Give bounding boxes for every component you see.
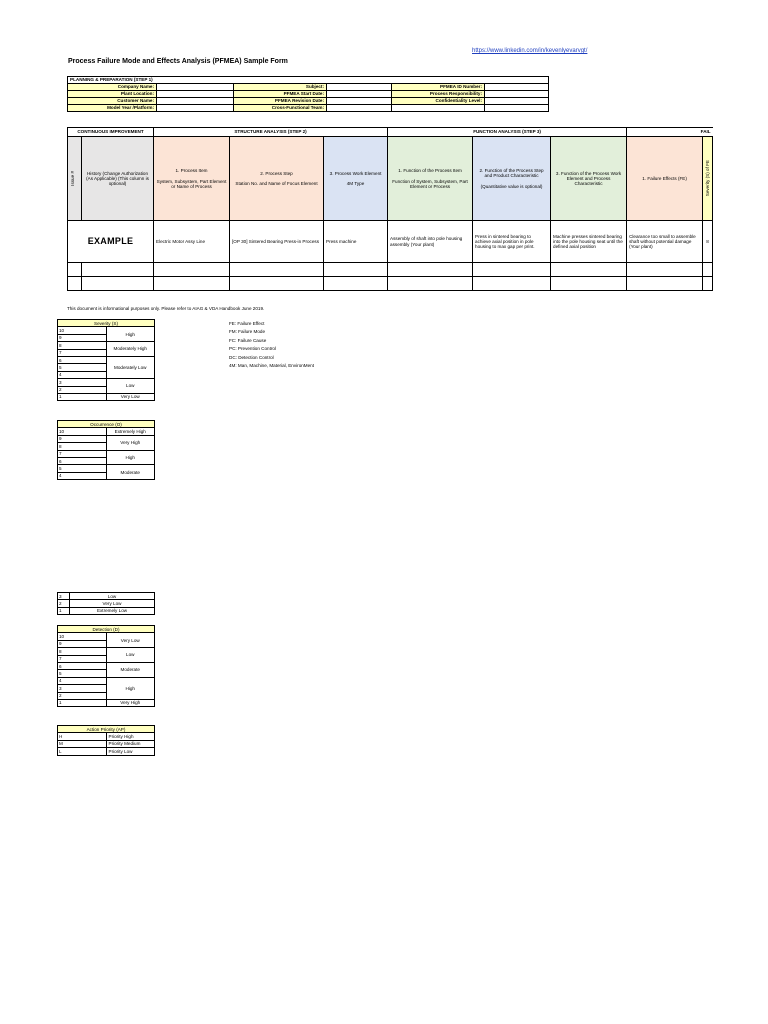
example-row xyxy=(68,221,713,263)
example-work-element[interactable]: Press machine xyxy=(324,221,388,263)
customer-label: Customer Name: xyxy=(68,98,157,105)
occurrence-table-continued: 3 Low 2 Very Low 1 Extremely Low xyxy=(57,592,155,615)
responsibility-label: Process Responsibility: xyxy=(392,91,485,98)
confidentiality-label: Confidentiality Level: xyxy=(392,98,485,105)
plant-field[interactable] xyxy=(157,91,234,98)
page-title: Process Failure Mode and Effects Analysis (PFMEA) Sample Form xyxy=(68,58,288,65)
revision-date-field[interactable] xyxy=(327,98,392,105)
legend-item: PC: Prevention Control xyxy=(229,346,276,352)
example-func-item[interactable]: Assembly of shaft into pole housing assembly (Your plant) xyxy=(388,221,473,263)
action-priority-table: Action Priority (AP) H Priority High M Priority Medium L Priority Low xyxy=(57,725,155,756)
severity-header: Severity (S) xyxy=(58,320,155,327)
disclaimer-note: This document is informational purposes only. Please refer to AIAG & VDA Handbook June 2019. xyxy=(67,306,265,311)
severity-col-header: Severity (S) of FE xyxy=(703,137,713,221)
issue-col-header: Issue # xyxy=(68,137,82,221)
revision-date-label: PFMEA Revision Date: xyxy=(234,98,327,105)
example-func-step[interactable]: Press in sintered bearing to achieve axial position in pole housing to max gap per print. xyxy=(473,221,551,263)
abbreviation-legend xyxy=(229,320,314,370)
example-severity[interactable]: 8 xyxy=(703,221,713,263)
func-step-col-header: 2. Function of the Process Step and Product Characteristic (Quantitative value is optional) xyxy=(473,137,551,221)
subject-label: Subject: xyxy=(234,84,327,91)
id-number-field[interactable] xyxy=(485,84,549,91)
legend-item: FM: Failure Mode xyxy=(229,329,265,335)
company-label: Company Name: xyxy=(68,84,157,91)
confidentiality-field[interactable] xyxy=(485,98,549,105)
example-process-item[interactable]: Electric Motor Assy Line xyxy=(154,221,230,263)
id-number-label: PFMEA ID Number: xyxy=(392,84,485,91)
start-date-label: PFMEA Start Date: xyxy=(234,91,327,98)
process-step-col-header: 2. Process Step Station No. and Name of Focus Element xyxy=(230,137,324,221)
detection-table: Detection (D) 10 Very Low 9 8 Low 7 6 Moderate 5 4 High 3 2 1 Very High xyxy=(57,625,155,707)
linkedin-link[interactable]: https://www.linkedin.com/in/kevenlyevarvgt/ xyxy=(472,48,588,54)
process-item-col-header: 1. Process Item System, Subsystem, Part Element or Name of Process xyxy=(154,137,230,221)
action-priority-header: Action Priority (AP) xyxy=(58,726,155,733)
pfmea-grid xyxy=(67,127,713,291)
subject-field[interactable] xyxy=(327,84,392,91)
structure-section-header: STRUCTURE ANALYSIS (STEP 2) xyxy=(154,128,388,137)
history-col-header: History (Change Authorization (As Applicable) (This column is optional) xyxy=(82,137,154,221)
customer-field[interactable] xyxy=(157,98,234,105)
legend-item: 4M: Man, Machine, Material, EnvironMent xyxy=(229,363,315,369)
severity-table: Severity (S) 10 High 9 8 Moderately High 7 6 Moderately Low 5 4 3 Low 2 1 Very Low xyxy=(57,319,155,401)
company-field[interactable] xyxy=(157,84,234,91)
legend-item: FC: Failure Cause xyxy=(229,337,267,343)
legend-item: FE: Failure Effect xyxy=(229,321,265,326)
detection-header: Detection (D) xyxy=(58,626,155,633)
model-label: Model Year /Platform: xyxy=(68,105,157,112)
occurrence-table: Occurrence (O) 10 Extremely High 9 Very High 8 7 High 6 5 Moderate 4 xyxy=(57,420,155,480)
planning-table xyxy=(67,76,549,112)
table-row xyxy=(68,263,713,277)
team-field[interactable] xyxy=(327,105,392,112)
example-label: EXAMPLE xyxy=(68,221,154,263)
model-field[interactable] xyxy=(157,105,234,112)
failure-effects-col-header: 1. Failure Effects (FE) xyxy=(627,137,703,221)
start-date-field[interactable] xyxy=(327,91,392,98)
func-item-col-header: 1. Function of the Process Item Function of System, Subsystem, Part Element or Process xyxy=(388,137,473,221)
occurrence-header: Occurrence (O) xyxy=(58,421,155,428)
example-failure-effect[interactable]: Clearance too small to assemble shaft without potential damage (Your plant) xyxy=(627,221,703,263)
responsibility-field[interactable] xyxy=(485,91,549,98)
work-element-col-header: 3. Process Work Element 4M Type xyxy=(324,137,388,221)
func-work-col-header: 3. Function of the Process Work Element and Process Characteristic xyxy=(551,137,627,221)
example-func-work[interactable]: Machine presses sintered bearing into the pole housing seat until the defined axial position xyxy=(551,221,627,263)
planning-header: PLANNING & PREPARATION (STEP 1) xyxy=(68,77,549,84)
plant-label: Plant Location: xyxy=(68,91,157,98)
function-section-header: FUNCTION ANALYSIS (STEP 3) xyxy=(388,128,627,137)
table-row xyxy=(68,277,713,291)
failure-section-header: FAIL xyxy=(627,128,713,137)
example-process-step[interactable]: [OP 30] Sintered Bearing Press-in Process xyxy=(230,221,324,263)
ci-section-header: CONTINUOUS IMPROVEMENT xyxy=(68,128,154,137)
team-label: Cross-Functional Team: xyxy=(234,105,327,112)
legend-item: DC: Detection Control xyxy=(229,354,274,360)
